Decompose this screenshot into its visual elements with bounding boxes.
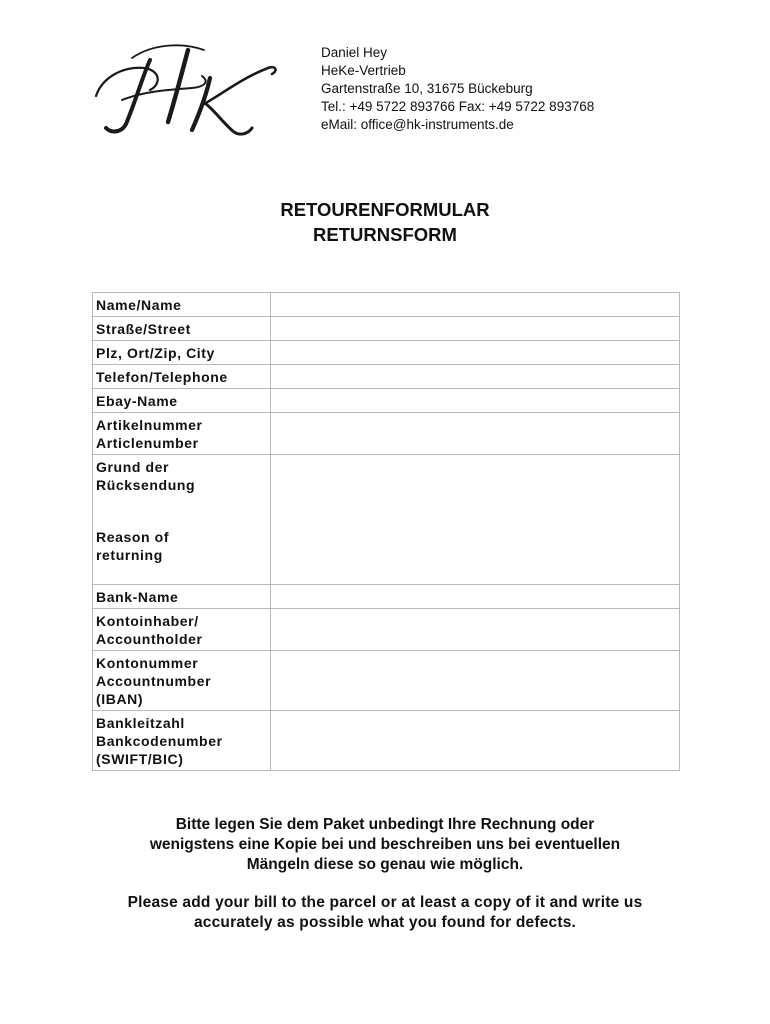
address-line: eMail: office@hk-instruments.de xyxy=(321,117,514,132)
form-row-bank-name xyxy=(93,585,680,609)
ebay-name-field[interactable] xyxy=(271,389,680,413)
form-title-german: RETOURENFORMULAR xyxy=(280,199,490,220)
street-field[interactable] xyxy=(271,317,680,341)
field-label: Telefon/Telephone xyxy=(93,365,271,389)
field-label: Grund der Rücksendung Reason of returning xyxy=(93,455,271,585)
form-row-bank-code xyxy=(93,711,680,771)
form-row-account-number xyxy=(93,651,680,711)
form-row-article-number xyxy=(93,413,680,455)
account-holder-field[interactable] xyxy=(271,609,680,651)
form-row-ebay-name xyxy=(93,389,680,413)
field-label: Artikelnummer Articlenumber xyxy=(93,413,271,455)
field-label: Kontonummer Accountnumber (IBAN) xyxy=(93,651,271,711)
field-label: Bankleitzahl Bankcodenumber (SWIFT/BIC) xyxy=(93,711,271,771)
note-line: accurately as possible what you found for defects. xyxy=(193,914,577,931)
name-field[interactable] xyxy=(271,293,680,317)
bank-name-field[interactable] xyxy=(271,585,680,609)
address-line: Gartenstraße 10, 31675 Bückeburg xyxy=(321,81,533,96)
field-label: Name/Name xyxy=(93,293,271,317)
note-line: Bitte legen Sie dem Paket unbedingt Ihre Rechnung oder xyxy=(175,816,595,833)
field-label: Straße/Street xyxy=(93,317,271,341)
field-label: Bank-Name xyxy=(93,585,271,609)
form-row-account-holder xyxy=(93,609,680,651)
telephone-field[interactable] xyxy=(271,365,680,389)
form-row-zip-city xyxy=(93,341,680,365)
address-line: Tel.: +49 5722 893766 Fax: +49 5722 893768 xyxy=(321,99,595,114)
note-line: Please add your bill to the parcel or at least a copy of it and write us xyxy=(127,894,643,911)
article-number-field[interactable] xyxy=(271,413,680,455)
field-label: Kontoinhaber/ Accountholder xyxy=(93,609,271,651)
account-number-field[interactable] xyxy=(271,651,680,711)
address-line: HeKe-Vertrieb xyxy=(321,63,406,78)
field-label: Ebay-Name xyxy=(93,389,271,413)
form-row-return-reason xyxy=(93,455,680,585)
field-label: Plz, Ort/Zip, City xyxy=(93,341,271,365)
note-english xyxy=(0,893,770,933)
form-row-name xyxy=(93,293,680,317)
return-reason-field[interactable] xyxy=(271,455,680,585)
form-title-english: RETURNSFORM xyxy=(313,224,457,245)
form-row-street xyxy=(93,317,680,341)
hk-logo xyxy=(92,38,282,138)
address-line: Daniel Hey xyxy=(321,45,388,60)
form-row-telephone xyxy=(93,365,680,389)
note-line: wenigstens eine Kopie bei und beschreiben uns bei eventuellen xyxy=(149,836,621,853)
return-form-table xyxy=(92,292,680,771)
zip-city-field[interactable] xyxy=(271,341,680,365)
address-block xyxy=(321,44,594,134)
bank-code-field[interactable] xyxy=(271,711,680,771)
note-line: Mängeln diese so genau wie möglich. xyxy=(246,856,524,873)
note-german xyxy=(0,815,770,875)
